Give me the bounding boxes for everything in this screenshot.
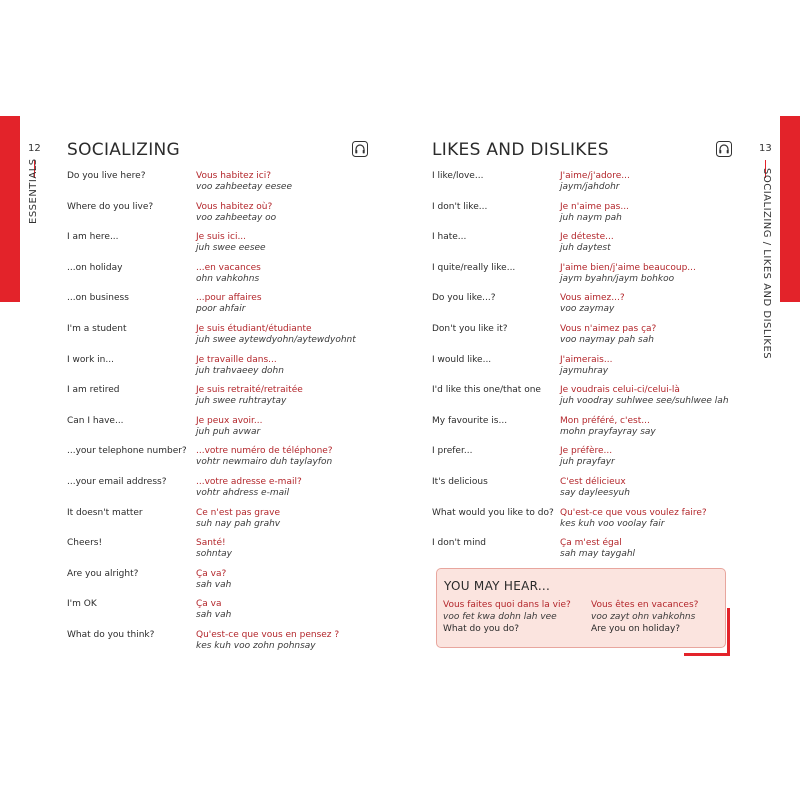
french-phrase: Ce n'est pas grave (196, 507, 281, 518)
headphones-icon[interactable] (716, 141, 732, 157)
english-phrase: Cheers! (67, 538, 103, 549)
pronunciation: sah vah (196, 610, 232, 621)
hear-english: Are you on holiday? (591, 624, 681, 634)
pronunciation: poor ahfair (196, 304, 246, 315)
pronunciation: sah vah (196, 579, 232, 590)
english-phrase: Don't you like it? (432, 323, 508, 334)
french-phrase: ...votre numéro de téléphone? (196, 446, 333, 457)
pronunciation: voo naymay pah sah (560, 334, 654, 345)
english-phrase: I'd like this one/that one (432, 385, 541, 396)
pronunciation: vohtr newmairo duh taylayfon (196, 457, 333, 468)
french-phrase: Qu'est-ce que vous voulez faire? (560, 507, 707, 518)
headphones-icon[interactable] (352, 141, 368, 157)
box-accent-line (727, 608, 730, 656)
pronunciation: jaym/jahdohr (560, 182, 620, 192)
french-phrase: C'est délicieux (560, 476, 626, 487)
section-heading-socializing: SOCIALIZING (67, 140, 181, 160)
french-phrase: Vous habitez où? (196, 201, 273, 212)
french-phrase: ...en vacances (196, 262, 261, 273)
french-phrase: J'aime/j'adore... (560, 171, 630, 181)
page-number-left: 12 (28, 143, 41, 154)
english-phrase: I am retired (67, 385, 120, 396)
french-phrase: Je déteste... (560, 232, 614, 243)
english-phrase: My favourite is... (432, 415, 508, 426)
pronunciation: voo zahbeetay eesee (196, 182, 292, 192)
french-phrase: J'aimerais... (560, 354, 613, 365)
pronunciation: ohn vahkohns (196, 273, 260, 284)
english-phrase: I like/love... (432, 171, 484, 181)
french-phrase: Je suis ici... (196, 232, 247, 243)
hear-french: Vous êtes en vacances? (591, 600, 699, 610)
right-edge-tab (780, 116, 800, 302)
english-phrase: ...your email address? (67, 476, 167, 487)
section-heading-likes-dislikes: LIKES AND DISLIKES (432, 140, 609, 160)
pronunciation: kes kuh voo voolay fair (560, 518, 665, 529)
box-accent-line (684, 653, 730, 656)
english-phrase: It doesn't matter (67, 507, 143, 518)
hear-pronunciation: voo zayt ohn vahkohns (591, 612, 696, 622)
pronunciation: juh voodray suhlwee see/suhlwee lah (560, 396, 729, 407)
french-phrase: ...pour affaires (196, 293, 262, 304)
french-phrase: Je peux avoir... (196, 415, 263, 426)
pronunciation: voo zaymay (560, 304, 615, 315)
english-phrase: Are you alright? (67, 568, 139, 579)
french-phrase: ...votre adresse e-mail? (196, 476, 302, 487)
french-phrase: Vous habitez ici? (196, 171, 272, 181)
french-phrase: Je n'aime pas... (560, 201, 629, 212)
english-phrase: I am here... (67, 232, 119, 243)
pronunciation: sohntay (196, 549, 232, 560)
you-may-hear-item (443, 600, 571, 634)
french-phrase: Je préfère... (560, 446, 613, 457)
english-phrase: What would you like to do? (432, 507, 554, 518)
pronunciation: juh daytest (560, 243, 611, 254)
english-phrase: I'm a student (67, 323, 127, 334)
pronunciation: juh trahvaeey dohn (196, 365, 284, 376)
pronunciation: say dayleesyuh (560, 487, 630, 498)
french-phrase: Ça va? (196, 568, 227, 579)
page-number-right: 13 (759, 143, 772, 154)
english-phrase: I'm OK (67, 599, 97, 610)
pronunciation: juh naym pah (560, 212, 622, 223)
english-phrase: ...on holiday (67, 262, 123, 273)
you-may-hear-title: YOU MAY HEAR... (444, 579, 551, 593)
hear-french: Vous faites quoi dans la vie? (443, 600, 571, 610)
pronunciation: voo zahbeetay oo (196, 212, 277, 223)
english-phrase: I don't mind (432, 538, 486, 549)
french-phrase: Vous aimez...? (560, 293, 625, 304)
english-phrase: Can I have... (67, 415, 124, 426)
english-phrase: I would like... (432, 354, 492, 365)
pronunciation: vohtr ahdress e-mail (196, 487, 290, 498)
english-phrase: I prefer... (432, 446, 473, 457)
english-phrase: I hate... (432, 232, 467, 243)
french-phrase: J'aime bien/j'aime beaucoup... (560, 262, 696, 273)
left-edge-tab (0, 116, 20, 302)
french-phrase: Santé! (196, 538, 226, 549)
pronunciation: sah may taygahl (560, 549, 636, 560)
pronunciation: jaymuhray (560, 365, 609, 376)
pronunciation: juh swee aytewdyohn/aytewdyohnt (196, 334, 356, 345)
english-phrase: Where do you live? (67, 201, 154, 212)
english-phrase: It's delicious (432, 476, 488, 487)
pronunciation: kes kuh voo zohn pohnsay (196, 640, 316, 651)
section-side-label-left: ESSENTIALS (28, 158, 39, 224)
english-phrase: ...on business (67, 293, 129, 304)
french-phrase: Mon préféré, c'est... (560, 415, 650, 426)
english-phrase: Do you live here? (67, 171, 146, 181)
english-phrase: ...your telephone number? (67, 446, 187, 457)
you-may-hear-item (591, 600, 698, 634)
english-phrase: I don't like... (432, 201, 488, 212)
french-phrase: Je travaille dans... (196, 354, 277, 365)
english-phrase: Do you like...? (432, 293, 496, 304)
french-phrase: Je voudrais celui-ci/celui-là (560, 385, 680, 396)
pronunciation: mohn prayfayray say (560, 426, 656, 437)
french-phrase: Vous n'aimez pas ça? (560, 323, 657, 334)
you-may-hear-box (436, 568, 726, 648)
french-phrase: Ça m'est égal (560, 538, 622, 549)
french-phrase: Ça va (196, 599, 222, 610)
section-side-label-right: SOCIALIZING / LIKES AND DISLIKES (761, 168, 772, 360)
pronunciation: suh nay pah grahv (196, 518, 281, 529)
pronunciation: juh prayfayr (560, 457, 615, 468)
pronunciation: juh swee eesee (196, 243, 266, 254)
french-phrase: Qu'est-ce que vous en pensez ? (196, 629, 340, 640)
pronunciation: juh swee ruhtraytay (196, 396, 287, 407)
english-phrase: I quite/really like... (432, 262, 516, 273)
french-phrase: Je suis retraité/retraitée (196, 385, 303, 396)
hear-english: What do you do? (443, 624, 519, 634)
pronunciation: jaym byahn/jaym bohkoo (560, 273, 675, 284)
english-phrase: I work in... (67, 354, 114, 365)
english-phrase: What do you think? (67, 629, 155, 640)
pronunciation: juh puh avwar (196, 426, 261, 437)
hear-pronunciation: voo fet kwa dohn lah vee (443, 612, 557, 622)
french-phrase: Je suis étudiant/étudiante (196, 323, 312, 334)
